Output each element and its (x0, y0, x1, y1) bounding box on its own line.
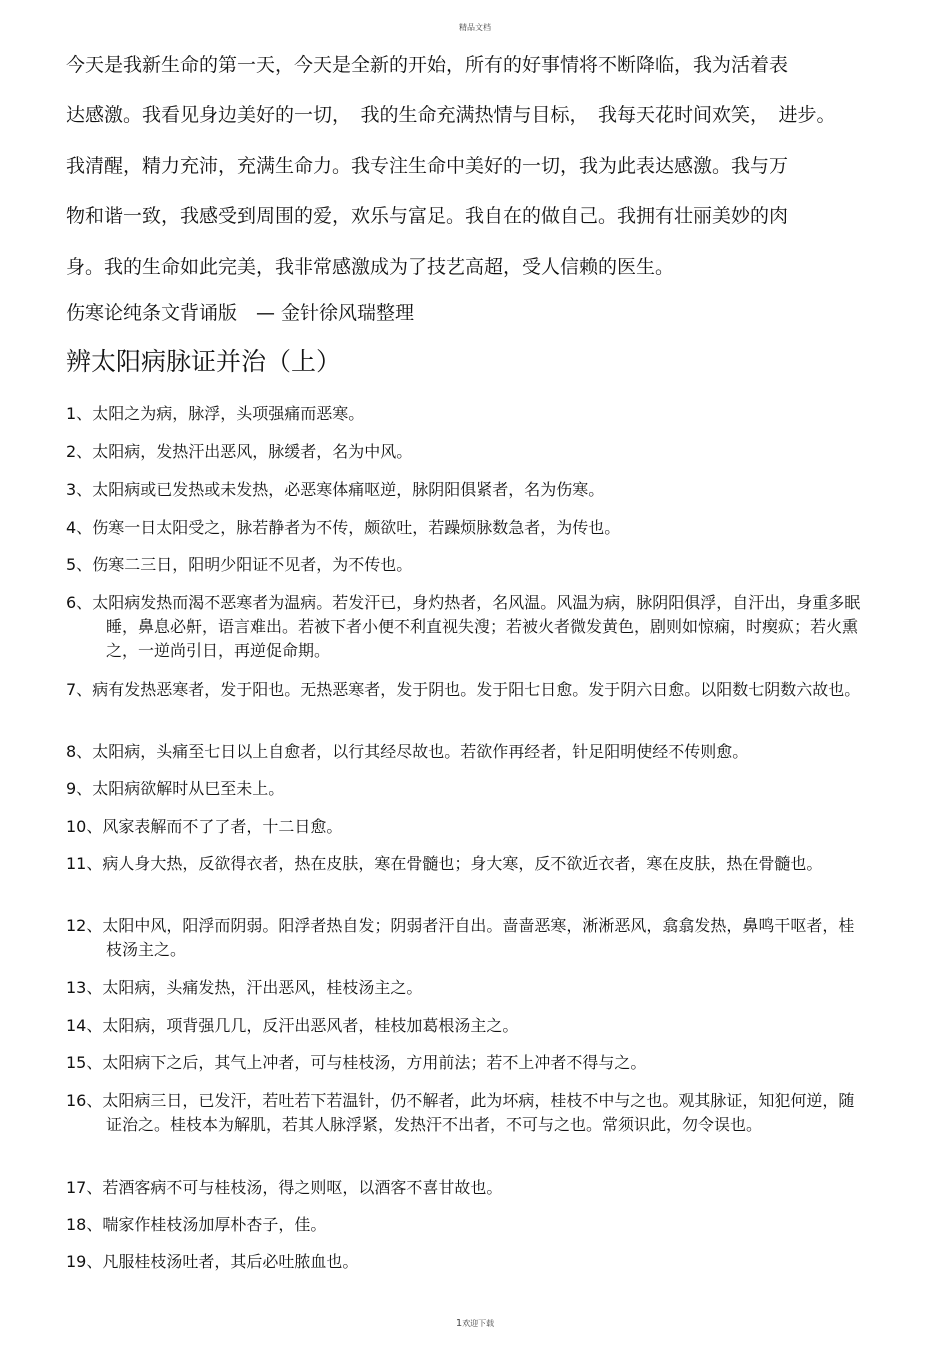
article-text: 伤寒一日太阳受之，脉若静者为不传，颇欲吐，若躁烦脉数急者，为传也。 (92, 518, 621, 537)
article-text: 太阳病三日，已发汗，若吐若下若温针，仍不解者，此为坏病，桂枝不中与之也。观其脉证，知犯何逆，随证治之。桂枝本为解肌，若其人脉浮紧，发热汗不出者，不可与之也。常须识此，勿令误也。 (102, 1091, 855, 1134)
article-17 (66, 1176, 866, 1200)
article-text: 太阳病，头痛发热，汗出恶风，桂枝汤主之。 (102, 978, 423, 997)
page-number: 1 (455, 1318, 463, 1329)
article-number: 9、 (66, 779, 93, 798)
article-15 (66, 1051, 866, 1075)
article-text: 太阳病欲解时从巳至未上。 (92, 779, 285, 798)
article-text: 太阳病或已发热或未发热，必恶寒体痛呕逆，脉阴阳俱紧者，名为伤寒。 (92, 480, 605, 499)
article-number: 3、 (66, 480, 93, 499)
article-number: 5、 (66, 555, 93, 574)
article-text: 凡服桂枝汤吐者，其后必吐脓血也。 (102, 1252, 359, 1271)
article-text: 喘家作桂枝汤加厚朴杏子，佳。 (102, 1215, 327, 1234)
intro-line-5: 身。我的生命如此完美，我非常感激成为了技艺高超，受人信赖的医生。 (66, 256, 675, 278)
article-1 (66, 402, 866, 426)
article-number: 12、 (66, 916, 103, 935)
intro-line-4: 物和谐一致，我感受到周围的爱，欢乐与富足。我自在的做自己。我拥有壮丽美妙的肉 (66, 205, 789, 227)
page-header: 精品文档 (459, 23, 491, 32)
footer-text: 欢迎下载 (462, 1319, 495, 1328)
article-8 (66, 740, 866, 764)
book-subtitle: 伤寒论纯条文背诵版 — 金针徐风瑞整理 (66, 302, 415, 324)
article-18 (66, 1213, 866, 1237)
article-number: 8、 (66, 742, 93, 761)
page-footer (0, 1318, 950, 1329)
intro-line-1: 今天是我新生命的第一天，今天是全新的开始，所有的好事情将不断降临，我为活着表 (66, 54, 789, 76)
article-number: 6、 (66, 593, 93, 612)
article-4 (66, 516, 866, 540)
article-6 (66, 591, 866, 663)
article-text: 太阳病，发热汗出恶风，脉缓者，名为中风。 (92, 442, 413, 461)
intro-line-3: 我清醒，精力充沛，充满生命力。我专注生命中美好的一切，我为此表达感激。我与万 (66, 155, 789, 177)
article-number: 18、 (66, 1215, 103, 1234)
article-text: 伤寒二三日，阳明少阳证不见者，为不传也。 (92, 555, 413, 574)
article-3 (66, 478, 866, 502)
article-16 (66, 1089, 866, 1137)
article-2 (66, 440, 866, 464)
article-text: 太阳病，项背强几几，反汗出恶风者，桂枝加葛根汤主之。 (102, 1016, 519, 1035)
intro-line-2: 达感激。我看见身边美好的一切， 我的生命充满热情与目标， 我每天花时间欢笑， 进步。 (66, 104, 836, 126)
article-text: 太阳病发热而渴不恶寒者为温病。若发汗已，身灼热者，名风温。风温为病，脉阴阳俱浮，自汗出，身重多眠睡，鼻息必鼾，语言难出。若被下者小便不利直视失溲；若被火者微发黄色，剧则如惊痫，时瘈疭；若火熏之，一逆尚引日，再逆促命期。 (92, 593, 861, 660)
article-13 (66, 976, 866, 1000)
article-number: 17、 (66, 1178, 103, 1197)
article-number: 4、 (66, 518, 93, 537)
article-number: 13、 (66, 978, 103, 997)
article-text: 若酒客病不可与桂枝汤，得之则呕，以酒客不喜甘故也。 (102, 1178, 503, 1197)
article-number: 2、 (66, 442, 93, 461)
article-text: 太阳之为病，脉浮，头项强痛而恶寒。 (92, 404, 365, 423)
article-text: 病有发热恶寒者，发于阳也。无热恶寒者，发于阴也。发于阳七日愈。发于阴六日愈。以阳数七阴数六故也。 (92, 680, 861, 699)
article-text: 风家表解而不了了者，十二日愈。 (102, 817, 343, 836)
article-text: 病人身大热，反欲得衣者，热在皮肤，寒在骨髓也；身大寒，反不欲近衣者，寒在皮肤，热在骨髓也。 (102, 854, 823, 873)
article-12 (66, 914, 866, 962)
article-number: 15、 (66, 1053, 103, 1072)
article-11 (66, 852, 866, 876)
section-title: 辨太阳病脉证并治（上） (66, 347, 342, 376)
article-9 (66, 777, 866, 801)
article-number: 7、 (66, 680, 93, 699)
article-7 (66, 678, 866, 702)
article-5 (66, 553, 866, 577)
article-number: 16、 (66, 1091, 103, 1110)
article-14 (66, 1014, 866, 1038)
article-10 (66, 815, 866, 839)
article-text: 太阳病，头痛至七日以上自愈者，以行其经尽故也。若欲作再经者，针足阳明使经不传则愈。 (92, 742, 749, 761)
article-text: 太阳中风，阳浮而阴弱。阳浮者热自发；阴弱者汗自出。啬啬恶寒，淅淅恶风，翕翕发热，鼻鸣干呕者，桂枝汤主之。 (102, 916, 855, 959)
article-19 (66, 1250, 866, 1274)
article-number: 10、 (66, 817, 103, 836)
article-number: 1、 (66, 404, 93, 423)
article-number: 11、 (66, 854, 103, 873)
article-number: 14、 (66, 1016, 103, 1035)
article-number: 19、 (66, 1252, 103, 1271)
article-text: 太阳病下之后，其气上冲者，可与桂枝汤，方用前法；若不上冲者不得与之。 (102, 1053, 647, 1072)
